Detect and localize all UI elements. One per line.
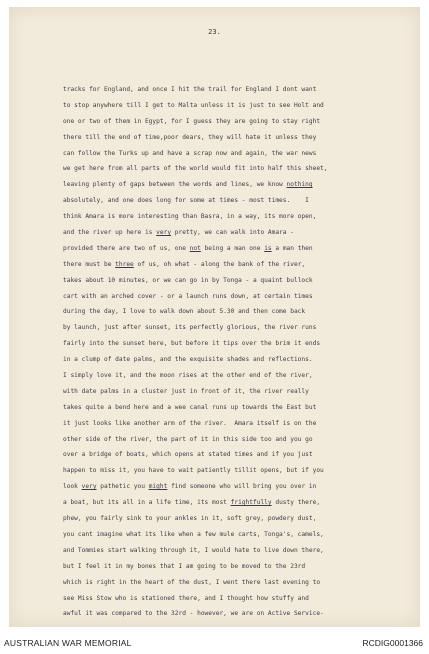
text-line	[63, 336, 413, 352]
text-segment: awful it was compared to the 32rd - however, we are on Active Service-	[63, 610, 324, 618]
text-line	[63, 432, 413, 448]
text-line	[63, 416, 413, 432]
text-segment: other side of the river, the part of it in this side too and you go	[63, 435, 313, 443]
text-line	[63, 575, 413, 591]
text-line	[63, 146, 413, 162]
underlined-text: very	[156, 229, 172, 237]
text-line	[63, 193, 413, 209]
text-segment: find someone who will bring you over in	[167, 483, 317, 491]
archive-footer	[0, 628, 429, 654]
text-line	[63, 130, 413, 146]
underlined-text: is	[264, 244, 272, 252]
text-segment: in a clump of date palms, and the exquisite shades and reflections.	[63, 356, 313, 364]
text-line	[63, 98, 413, 114]
text-segment: look	[63, 483, 82, 491]
text-segment: and the river up here is	[63, 229, 157, 237]
text-segment: can follow the Turks up and have a scrap now and again, the war news	[63, 149, 317, 157]
text-segment: of us, oh what - along the bank of the river,	[133, 260, 306, 268]
text-segment: during the day, I love to walk down about 5.30 and then come back	[63, 308, 306, 316]
text-line	[63, 559, 413, 575]
letter-page	[9, 7, 420, 627]
text-segment: happen to miss it, you have to wait patiently tillit opens, but if you	[63, 467, 324, 475]
text-line	[63, 320, 413, 336]
text-segment: tracks for England, and once I hit the trail for England I dont want	[63, 86, 317, 93]
text-line	[63, 257, 413, 273]
text-segment: absolutely, and one does long for some at times - most times. I	[63, 197, 309, 205]
text-line	[63, 241, 413, 257]
text-line	[63, 495, 413, 511]
text-line	[63, 463, 413, 479]
text-line	[63, 527, 413, 543]
text-segment: being a man one	[200, 244, 265, 252]
text-segment: cart with an arched cover - or a launch runs down, at certain times	[63, 292, 313, 300]
text-segment: provided there are two of us, one	[63, 244, 190, 252]
text-segment: takes quite a bend here and a wee canal runs up towards the East but	[63, 403, 317, 411]
footer-record-id: RCDIG0001366	[362, 638, 423, 648]
text-segment: there must be	[63, 260, 116, 268]
text-line	[63, 447, 413, 463]
text-line	[63, 225, 413, 241]
underlined-text: not	[189, 244, 201, 252]
text-segment: dusty there,	[271, 499, 321, 507]
text-segment: over a bridge of boats, which opens at stated times and if you just	[63, 451, 313, 459]
text-segment: pathetic you	[96, 483, 149, 491]
text-segment: a man then	[271, 244, 313, 252]
text-segment: see Miss Stow who is stationed there, and I thought how stuffy and	[63, 594, 309, 602]
text-line	[63, 114, 413, 130]
text-line	[63, 606, 413, 622]
footer-institution: AUSTRALIAN WAR MEMORIAL	[4, 638, 132, 648]
underlined-text: frightfully	[230, 499, 272, 507]
text-line	[63, 273, 413, 289]
text-segment: by launch, just after sunset, its perfectly glorious, the river runs	[63, 324, 317, 332]
text-line	[63, 543, 413, 559]
text-line	[63, 479, 413, 495]
text-segment: and Tommies start walking through it, I would hate to live down there,	[63, 546, 324, 554]
text-line	[63, 511, 413, 527]
text-segment: a boat, but its all in a life time, its most	[63, 499, 231, 507]
text-segment: pretty, we can walk into Amara -	[171, 229, 294, 237]
underlined-text: nothing	[286, 181, 313, 189]
text-line	[63, 161, 413, 177]
text-segment: takes about 10 minutes, or we can go in by Tonga - a quaint bullock	[63, 276, 313, 284]
text-segment: but I feel it in my bones that I am going to be moved to the 23rd	[63, 562, 306, 570]
text-segment: to stop anywhere till I get to Malta unless it is just to see Holt and	[63, 101, 324, 109]
text-line	[63, 352, 413, 368]
text-line	[63, 209, 413, 225]
text-line	[63, 177, 413, 193]
text-segment: think Amara is more interesting than Basra, in a way, its more open,	[63, 213, 317, 221]
text-segment: leaving plenty of gaps between the words and lines, we know	[63, 181, 287, 189]
text-line	[63, 82, 413, 98]
text-line	[63, 289, 413, 305]
text-segment: fairly into the sunset here, but before it tips over the brim it ends	[63, 340, 321, 348]
text-segment: with date palms in a cluster just in front of it, the river really	[63, 387, 309, 395]
text-segment: which is right in the heart of the dust, I went there last evening to	[63, 578, 321, 586]
text-segment: phew, you fairly sink to your ankles in it, soft grey, powdery dust,	[63, 515, 317, 523]
underlined-text: very	[81, 483, 97, 491]
text-line	[63, 304, 413, 320]
text-segment: it just looks like another arm of the river. Amara itself is on the	[63, 419, 317, 427]
underlined-text: might	[148, 483, 168, 491]
letter-body	[63, 82, 413, 622]
text-line	[63, 400, 413, 416]
text-line	[63, 591, 413, 607]
underlined-text: three	[115, 260, 134, 268]
page-number: 23.	[208, 28, 221, 36]
text-segment: I simply love it, and the moon rises at the other end of the river,	[63, 372, 313, 380]
text-segment: one or two of them in Egypt, for I guess they are going to stay right	[63, 117, 321, 125]
text-segment: you cant imagine what its like when a few mule carts, Tonga's, camels,	[63, 530, 324, 538]
text-segment: there till the end of time,poor dears, they will hate it unless they	[63, 133, 317, 141]
text-line	[63, 384, 413, 400]
text-line	[63, 368, 413, 384]
text-segment: we get here from all parts of the world would fit into half this sheet,	[63, 165, 328, 173]
